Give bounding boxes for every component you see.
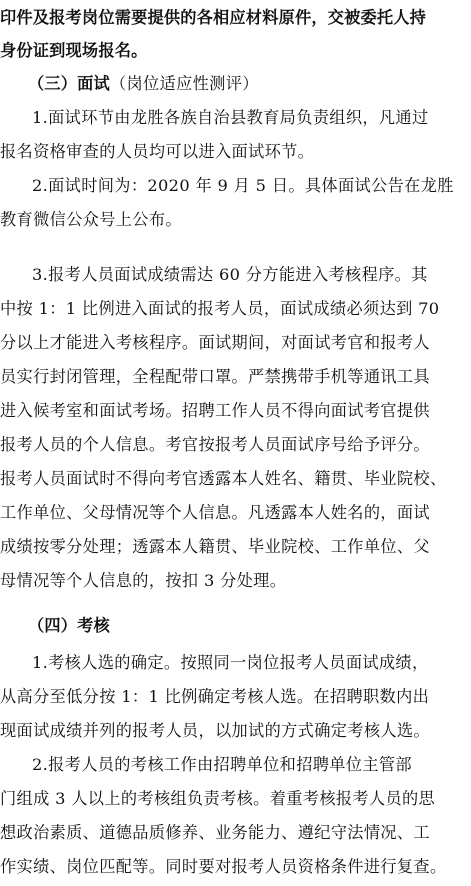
section-3-p3-line-6: 报考人员的个人信息。考官按报考人员面试序号给予评分。 (0, 435, 430, 454)
section-3-p2-line-1: 2.面试时间为：2020 年 9 月 5 日。具体面试公告在龙胜 (32, 176, 454, 195)
section-4-p1-line-1: 1.考核人选的确定。按照同一岗位报考人员面试成绩， (32, 653, 429, 672)
section-3-p1-line-2: 报名资格审查的人员均可以进入面试环节。 (0, 142, 315, 161)
section-3-p3-line-3: 分以上才能进入考核程序。面试期间，对面试考官和报考人 (0, 333, 430, 352)
section-4-p2-line-2: 门组成 3 人以上的考核组负责考核。着重考核报考人员的思 (0, 789, 436, 808)
section-4-p1-line-2: 从高分至低分按 1：1 比例确定考核人选。在招聘职数内出 (0, 687, 430, 706)
section-3-heading (28, 74, 471, 94)
section-4-p2-line-4: 作实绩、岗位匹配等。同时要对报考人员资格条件进行复查。 (0, 857, 447, 876)
intro-line-2: 身份证到现场报名。 (0, 41, 148, 60)
intro-line-1: 印件及报考岗位需要提供的各相应材料原件，交被委托人持 (0, 8, 427, 27)
section-3-title: （三）面试 (28, 74, 110, 93)
section-3-p1-line-1: 1.面试环节由龙胜各族自治县教育局负责组织，凡通过 (32, 108, 429, 127)
section-4-heading: （四）考核 (28, 616, 110, 635)
section-4-p2-line-1: 2.报考人员的考核工作由招聘单位和招聘单位主管部 (32, 755, 412, 774)
section-3-p3-line-10: 母情况等个人信息的，按扣 3 分处理。 (0, 571, 287, 590)
section-3-p3-line-8: 工作单位、父母情况等个人信息。凡透露本人姓名的，面试 (0, 503, 430, 522)
section-4-p2-line-3: 想政治素质、道德品质修养、业务能力、遵纪守法情况、工 (0, 823, 430, 842)
section-3-p3-line-9: 成绩按零分处理；透露本人籍贯、毕业院校、工作单位、父 (0, 537, 430, 556)
section-3-p3-line-5: 进入候考室和面试考场。招聘工作人员不得向面试考官提供 (0, 401, 430, 420)
section-3-p2-line-2: 教育微信公众号上公布。 (0, 210, 182, 229)
section-3-p3-line-4: 员实行封闭管理，全程配带口罩。严禁携带手机等通讯工具 (0, 367, 430, 386)
section-3-p3-line-1: 3.报考人员面试成绩需达 60 分方能进入考核程序。其 (32, 265, 428, 284)
section-3-p3-line-7: 报考人员面试时不得向考官透露本人姓名、籍贯、毕业院校、 (0, 469, 447, 488)
section-3-p3-line-2: 中按 1：1 比例进入面试的报考人员，面试成绩必须达到 70 (0, 299, 440, 318)
section-3-heading-note: （岗位适应性测评） (109, 74, 259, 93)
section-4-p1-line-3: 现面试成绩并列的报考人员，以加试的方式确定考核人选。 (0, 721, 430, 740)
